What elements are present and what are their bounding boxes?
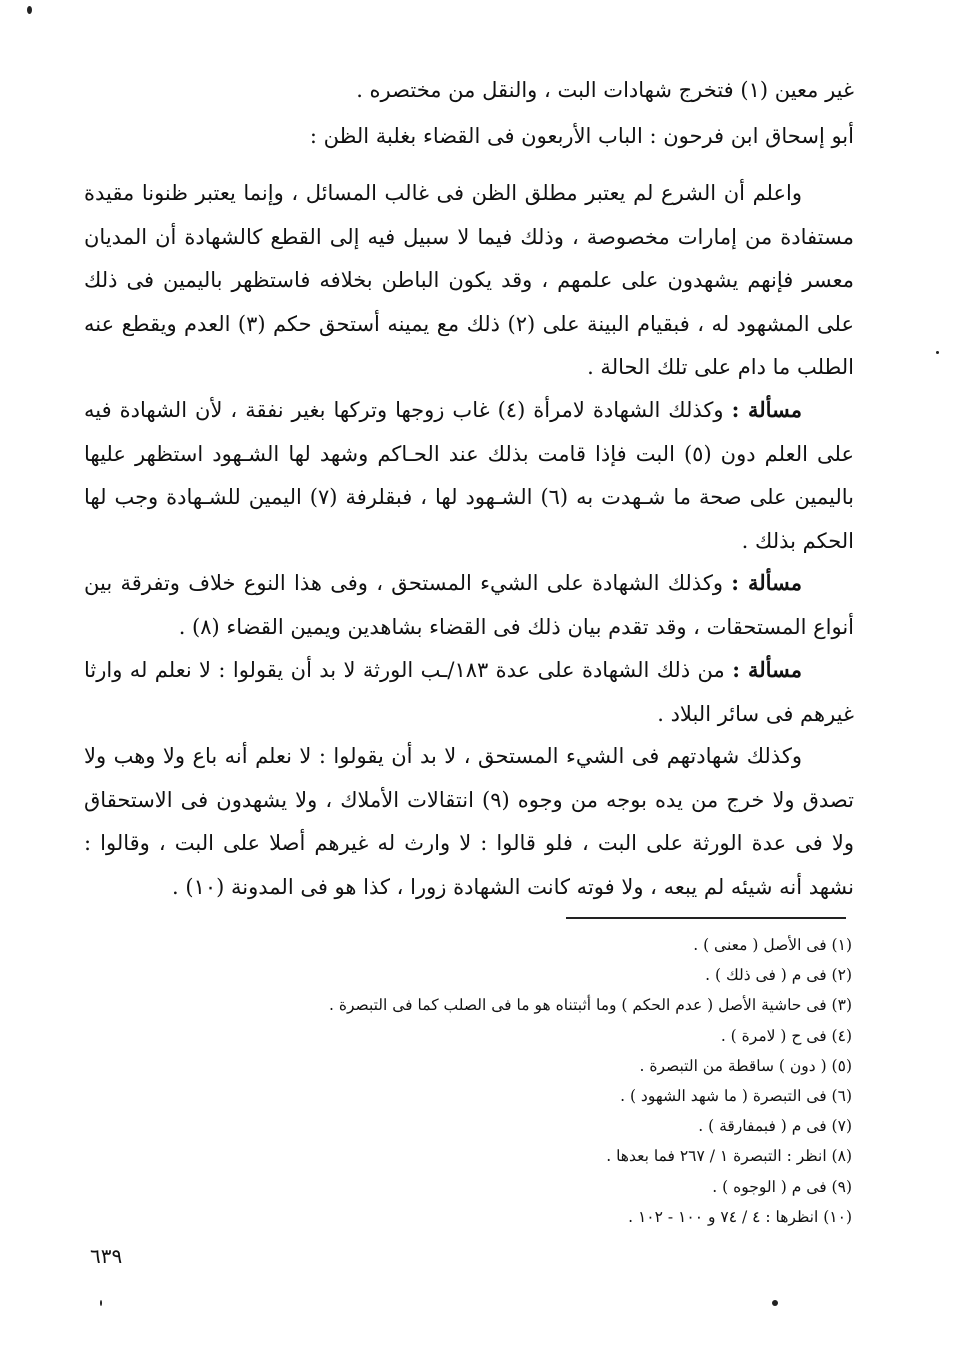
masala-2-text: وكذلك الشهادة على الشيء المستحق ، وفى هذا النوع خلاف وتفرقة بين أنواع المستحقات ، وقد تقدم بيان ذلك فى القضاء بشاهدين ويمين القضاء (٨) . bbox=[84, 571, 854, 639]
paragraph-masala-3-body bbox=[84, 648, 854, 736]
footnote: (٣) فى حاشية الأصل ( عدم الحكم ) وما أثبتناه هو ما فى الصلب كما فى التبصرة . bbox=[328, 996, 852, 1015]
paragraph-mustahaq bbox=[84, 735, 854, 909]
section-heading-line: أبو إسحاق ابن فرحون : الباب الأربعون فى القضاء بغلبة الظن : bbox=[309, 124, 854, 148]
footnote: (٩) فى م ( الوجوه ) . bbox=[712, 1177, 852, 1196]
footnote: (١) فى الأصل ( معنى ) . bbox=[693, 936, 852, 954]
paragraph-mustahaq-text: وكذلك شهادتهم فى الشيء المستحق ، لا بد أن يقولوا : لا نعلم أنه باع ولا وهب ولا تصدق ولا خرج من يده بوجه من وجوه (٩) انتقالات الأملاك ، ولا يشهدون فى الاستحقاق ولا فى عدة الورثة على البت ، فلو قالوا : لا وارث له غيرهم أصلا على البت ، وقالوا : نشهد أنه شيئه لم يبعه ، ولا فوته كانت الشهادة زورا ، كذا هو فى المدونة (١٠) . bbox=[84, 744, 854, 899]
paragraph-masala-1 bbox=[84, 388, 854, 563]
scan-speck bbox=[27, 6, 32, 14]
masala-3-text: من ذلك الشهادة على عدة ١٨٣/ـب الورثة لا بد أن يقولوا : لا نعلم له وارثا غيرهم فى سائر البلاد . bbox=[84, 658, 854, 726]
footnote-divider bbox=[566, 917, 846, 919]
masala-1-label: مسألة : bbox=[731, 397, 802, 422]
footnote: (٤) فى ح ( لامرة ) . bbox=[720, 1026, 852, 1045]
paragraph-masala-2-body bbox=[84, 561, 854, 649]
masala-3-label: مسألة : bbox=[732, 657, 802, 682]
scan-speck bbox=[772, 1300, 778, 1306]
carryover-line: غير معين (١) فتخرج شهادات البت ، والنقل من مختصره . bbox=[356, 78, 854, 102]
paragraph-masala-3 bbox=[84, 648, 854, 736]
footnote: (٥) ( دون ) ساقطة من التبصرة . bbox=[639, 1056, 852, 1075]
masala-1-text: وكذلك الشهادة لامرأة (٤) غاب زوجها وتركها بغير نفقة ، لأن الشهادة فيه على العلم دون (٥) البت فإذا قامت بذلك عند الحـاكم وشهد لها الشـهود استظهر عليها باليمين على صحة ما شـهدت به (٦) الشـهود لها ، فبقلرفة (٧) اليمين للشـهادة وجب لها الحكم بذلك . bbox=[84, 398, 854, 553]
masala-2-label: مسألة : bbox=[731, 570, 802, 595]
scan-speck bbox=[936, 351, 939, 354]
footnote: (٦) فى التبصرة ( ما شهد الشهود ) . bbox=[620, 1087, 852, 1106]
footnotes bbox=[152, 930, 852, 1232]
paragraph-zann bbox=[84, 172, 854, 390]
footnote: (٧) فى م ( فبمفارقة ) . bbox=[698, 1117, 852, 1136]
page-number: ٦٣٩ bbox=[90, 1244, 123, 1268]
footnote: (٢) فى م ( فى ذلك ) . bbox=[705, 966, 852, 985]
footnote: (٨) انظر : التبصرة ١ / ٢٦٧ فما بعدها . bbox=[606, 1147, 852, 1166]
paragraph-masala-2 bbox=[84, 561, 854, 649]
paragraph-zann-text: واعلم أن الشرع لم يعتبر مطلق الظن فى غالب المسائل ، وإنما يعتبر ظنونا مقيدة مستفادة من إمارات مخصوصة ، وذلك فيما لا سبيل فيه إلى القطع كالشهادة أن المديان معسر فإنهم يشهدون على علمهم ، وقد يكون الباطن بخلافه فاستظهر باليمين فى ذلك على المشهود له ، فبقيام البينة على (٢) ذلك مع يمينه أستحق حكم (٣) العدم ويقطع عنه الطلب ما دام على تلك الحالة . bbox=[84, 181, 854, 379]
paragraph-masala-1-body bbox=[84, 388, 854, 563]
footnote: (١٠) انظرها : ٤ / ٧٤ و ١٠٠ - ١٠٢ . bbox=[628, 1207, 852, 1226]
scan-speck bbox=[100, 1300, 102, 1306]
